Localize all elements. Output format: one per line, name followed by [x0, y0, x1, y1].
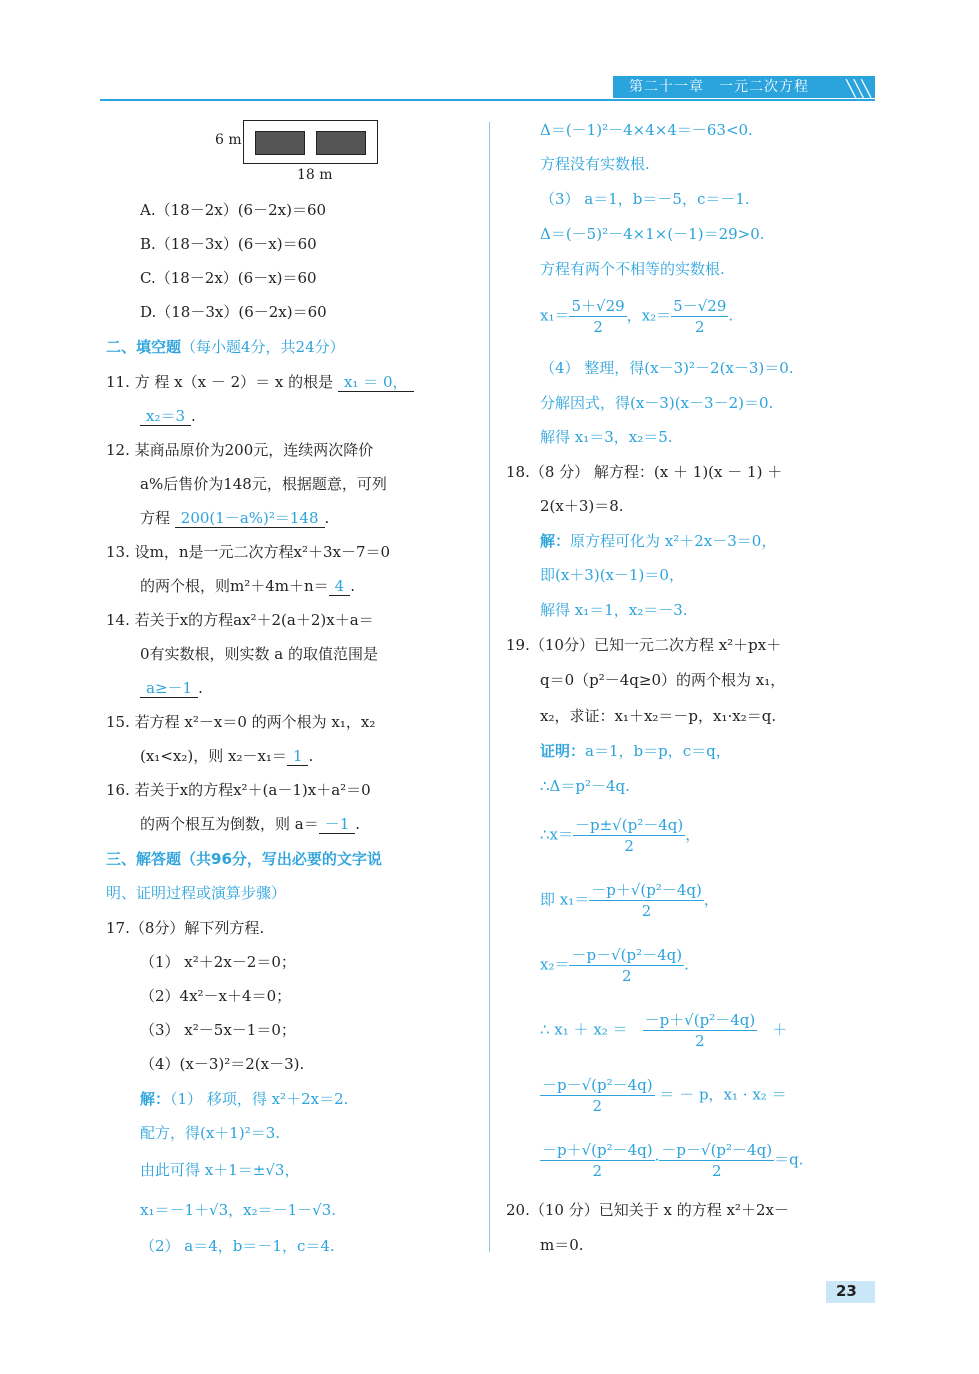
figure-height-label: 6 m [215, 132, 242, 148]
solution-17-s5: （2） a＝4，b＝－1，c＝4. [140, 1237, 335, 1255]
question-12-l2: a%后售价为148元，根据题意，可列 [140, 475, 387, 493]
answer-13: 4 [329, 577, 351, 596]
question-16: 16. 若关于x的方程x²＋(a－1)x＋a²＝0 [106, 781, 371, 799]
question-15-l2: (x₁<x₂)，则 x₂－x₁＝ 1 . [140, 747, 314, 765]
question-13-l2: 的两个根，则m²＋4m＋n＝ 4 . [140, 577, 355, 595]
solution-17-r1: Δ＝(－1)²－4×4×4＝－63<0. [540, 121, 753, 139]
solution-17-s4: x₁＝－1＋√3，x₂＝－1－√3. [140, 1201, 337, 1219]
plot-rect-left [255, 131, 305, 155]
proof-19-s4: 即 x₁＝ $\frac{\text{－p＋√(p²－4q)}}{2}$ ， [540, 881, 719, 920]
page-number: 23 [836, 1282, 857, 1300]
proof-19-s5: x₂＝ $\frac{\text{－p－√(p²－4q)}}{2}$ . [540, 946, 689, 985]
solution-17-r7: （4） 整理，得(x－3)²－2(x－3)＝0. [540, 359, 794, 377]
solution-17-s2: 配方，得(x＋1)²＝3. [140, 1124, 281, 1142]
question-13: 13. 设m，n是一元二次方程x²＋3x－7＝0 [106, 543, 391, 561]
solution-17-r4: Δ＝(－5)²－4×1×(－1)＝29>0. [540, 225, 765, 243]
question-17-p3: （3） x²－5x－1＝0； [140, 1021, 296, 1039]
stripes-icon: ╲╲╲ [846, 79, 869, 98]
chapter-title: 第二十一章 一元二次方程 [629, 79, 809, 95]
question-16-l2: 的两个根互为倒数，则 a＝ －1 . [140, 815, 361, 833]
question-12: 12. 某商品原价为200元，连续两次降价 [106, 441, 374, 459]
question-17-p2: （2）4x²－x＋4＝0； [140, 987, 292, 1005]
solution-17-s1: 解：（1） 移项，得 x²＋2x＝2. [140, 1090, 349, 1108]
option-b: B.（18－3x）(6－x)＝60 [140, 235, 317, 253]
garden-figure [243, 120, 378, 164]
answer-12: 200(1－a%)²＝148 [175, 509, 325, 528]
proof-19-s8: $\frac{\text{－p＋√(p²－4q)}}{2}$ · $\frac{\text{－p－√(p²－4q)}}{2}$ ＝q. [542, 1141, 804, 1180]
section-2-heading: 二、填空题（每小题4分，共24分） [106, 338, 345, 356]
section-3-heading: 三、解答题（共96分，写出必要的文字说 [106, 850, 382, 868]
proof-19-s7: $\frac{\text{－p－√(p²－4q)}}{2}$ ＝ － p，x₁ · x₂ ＝ [542, 1076, 787, 1115]
solution-17-r6: x₁＝ $\frac{5+√29}{2}$ ，x₂＝ $\frac{5-√29}{2}$ . [540, 297, 734, 336]
question-19-l2: q＝0（p²－4q≥0）的两个根为 x₁， [540, 671, 786, 689]
question-11-cont: x₂＝3 . [140, 406, 196, 426]
answer-15: 1 [287, 747, 309, 766]
solution-17-s3: 由此可得 x＋1＝±√3， [140, 1161, 300, 1179]
question-14-l3: a≥－1 . [140, 678, 203, 698]
answer-11a: x₁ ＝ 0， [338, 373, 414, 392]
solution-18-s2: 即(x＋3)(x－1)＝0， [540, 566, 684, 584]
solution-17-r9: 解得 x₁＝3，x₂＝5. [540, 428, 673, 446]
option-c: C.（18－2x）(6－x)＝60 [140, 269, 317, 287]
question-12-l3: 方程 200(1－a%)²＝148 . [140, 509, 330, 527]
question-18-l2: 2(x＋3)＝8. [540, 497, 624, 515]
answer-11b: x₂＝3 [140, 407, 191, 426]
question-11: 11. 方 程 x（x － 2）＝ x 的根是 x₁ ＝ 0， [106, 372, 414, 392]
question-17-p1: （1） x²＋2x－2＝0； [140, 953, 296, 971]
page-number-box [826, 1281, 875, 1303]
question-15: 15. 若方程 x²－x＝0 的两个根为 x₁，x₂ [106, 713, 376, 731]
option-d: D.（18－3x）(6－2x)＝60 [140, 303, 327, 321]
answer-14: a≥－1 [140, 679, 198, 698]
solution-18-s3: 解得 x₁＝1，x₂＝－3. [540, 601, 688, 619]
proof-19-s2: ∴Δ＝p²－4q. [540, 777, 630, 795]
column-divider [489, 122, 490, 1252]
question-20: 20.（10 分）已知关于 x 的方程 x²＋2x－ [506, 1201, 789, 1219]
solution-17-r2: 方程没有实数根. [540, 155, 650, 173]
proof-19-s1: 证明：a＝1，b＝p，c＝q， [540, 742, 731, 760]
proof-19-s6: ∴ x₁ ＋ x₂ ＝ $\frac{\text{－p＋√(p²－4q)}}{2}$ ＋ [540, 1011, 788, 1050]
proof-19-s3: ∴x＝ $\frac{\text{－p±√(p²－4q)}}{2}$ ， [540, 816, 701, 855]
question-17-p4: （4）(x－3)²＝2(x－3). [140, 1055, 305, 1073]
solution-17-r8: 分解因式，得(x－3)(x－3－2)＝0. [540, 394, 774, 412]
chapter-header [613, 76, 875, 98]
question-17: 17.（8分）解下列方程. [106, 919, 265, 937]
answer-16: －1 [319, 815, 356, 834]
section-3-heading-l2: 明、证明过程或演算步骤） [106, 884, 287, 902]
question-18: 18.（8 分） 解方程：(x ＋ 1)(x － 1) ＋ [506, 463, 783, 481]
question-20-l2: m＝0. [540, 1236, 584, 1254]
question-14-l2: 0有实数根，则实数 a 的取值范围是 [140, 645, 379, 663]
figure-width-label: 18 m [297, 167, 333, 183]
option-a: A.（18－2x）(6－2x)＝60 [140, 201, 327, 219]
plot-rect-right [316, 131, 366, 155]
solution-17-r3: （3） a＝1，b＝－5，c＝－1. [540, 190, 750, 208]
question-19-l3: x₂，求证：x₁＋x₂＝－p，x₁·x₂＝q. [540, 707, 777, 725]
question-14: 14. 若关于x的方程ax²＋2(a＋2)x＋a＝ [106, 611, 374, 629]
question-19: 19.（10分）已知一元二次方程 x²＋px＋ [506, 636, 782, 654]
header-rule [100, 99, 875, 101]
solution-17-r5: 方程有两个不相等的实数根. [540, 260, 725, 278]
solution-18-s1: 解：原方程可化为 x²＋2x－3＝0， [540, 532, 777, 550]
